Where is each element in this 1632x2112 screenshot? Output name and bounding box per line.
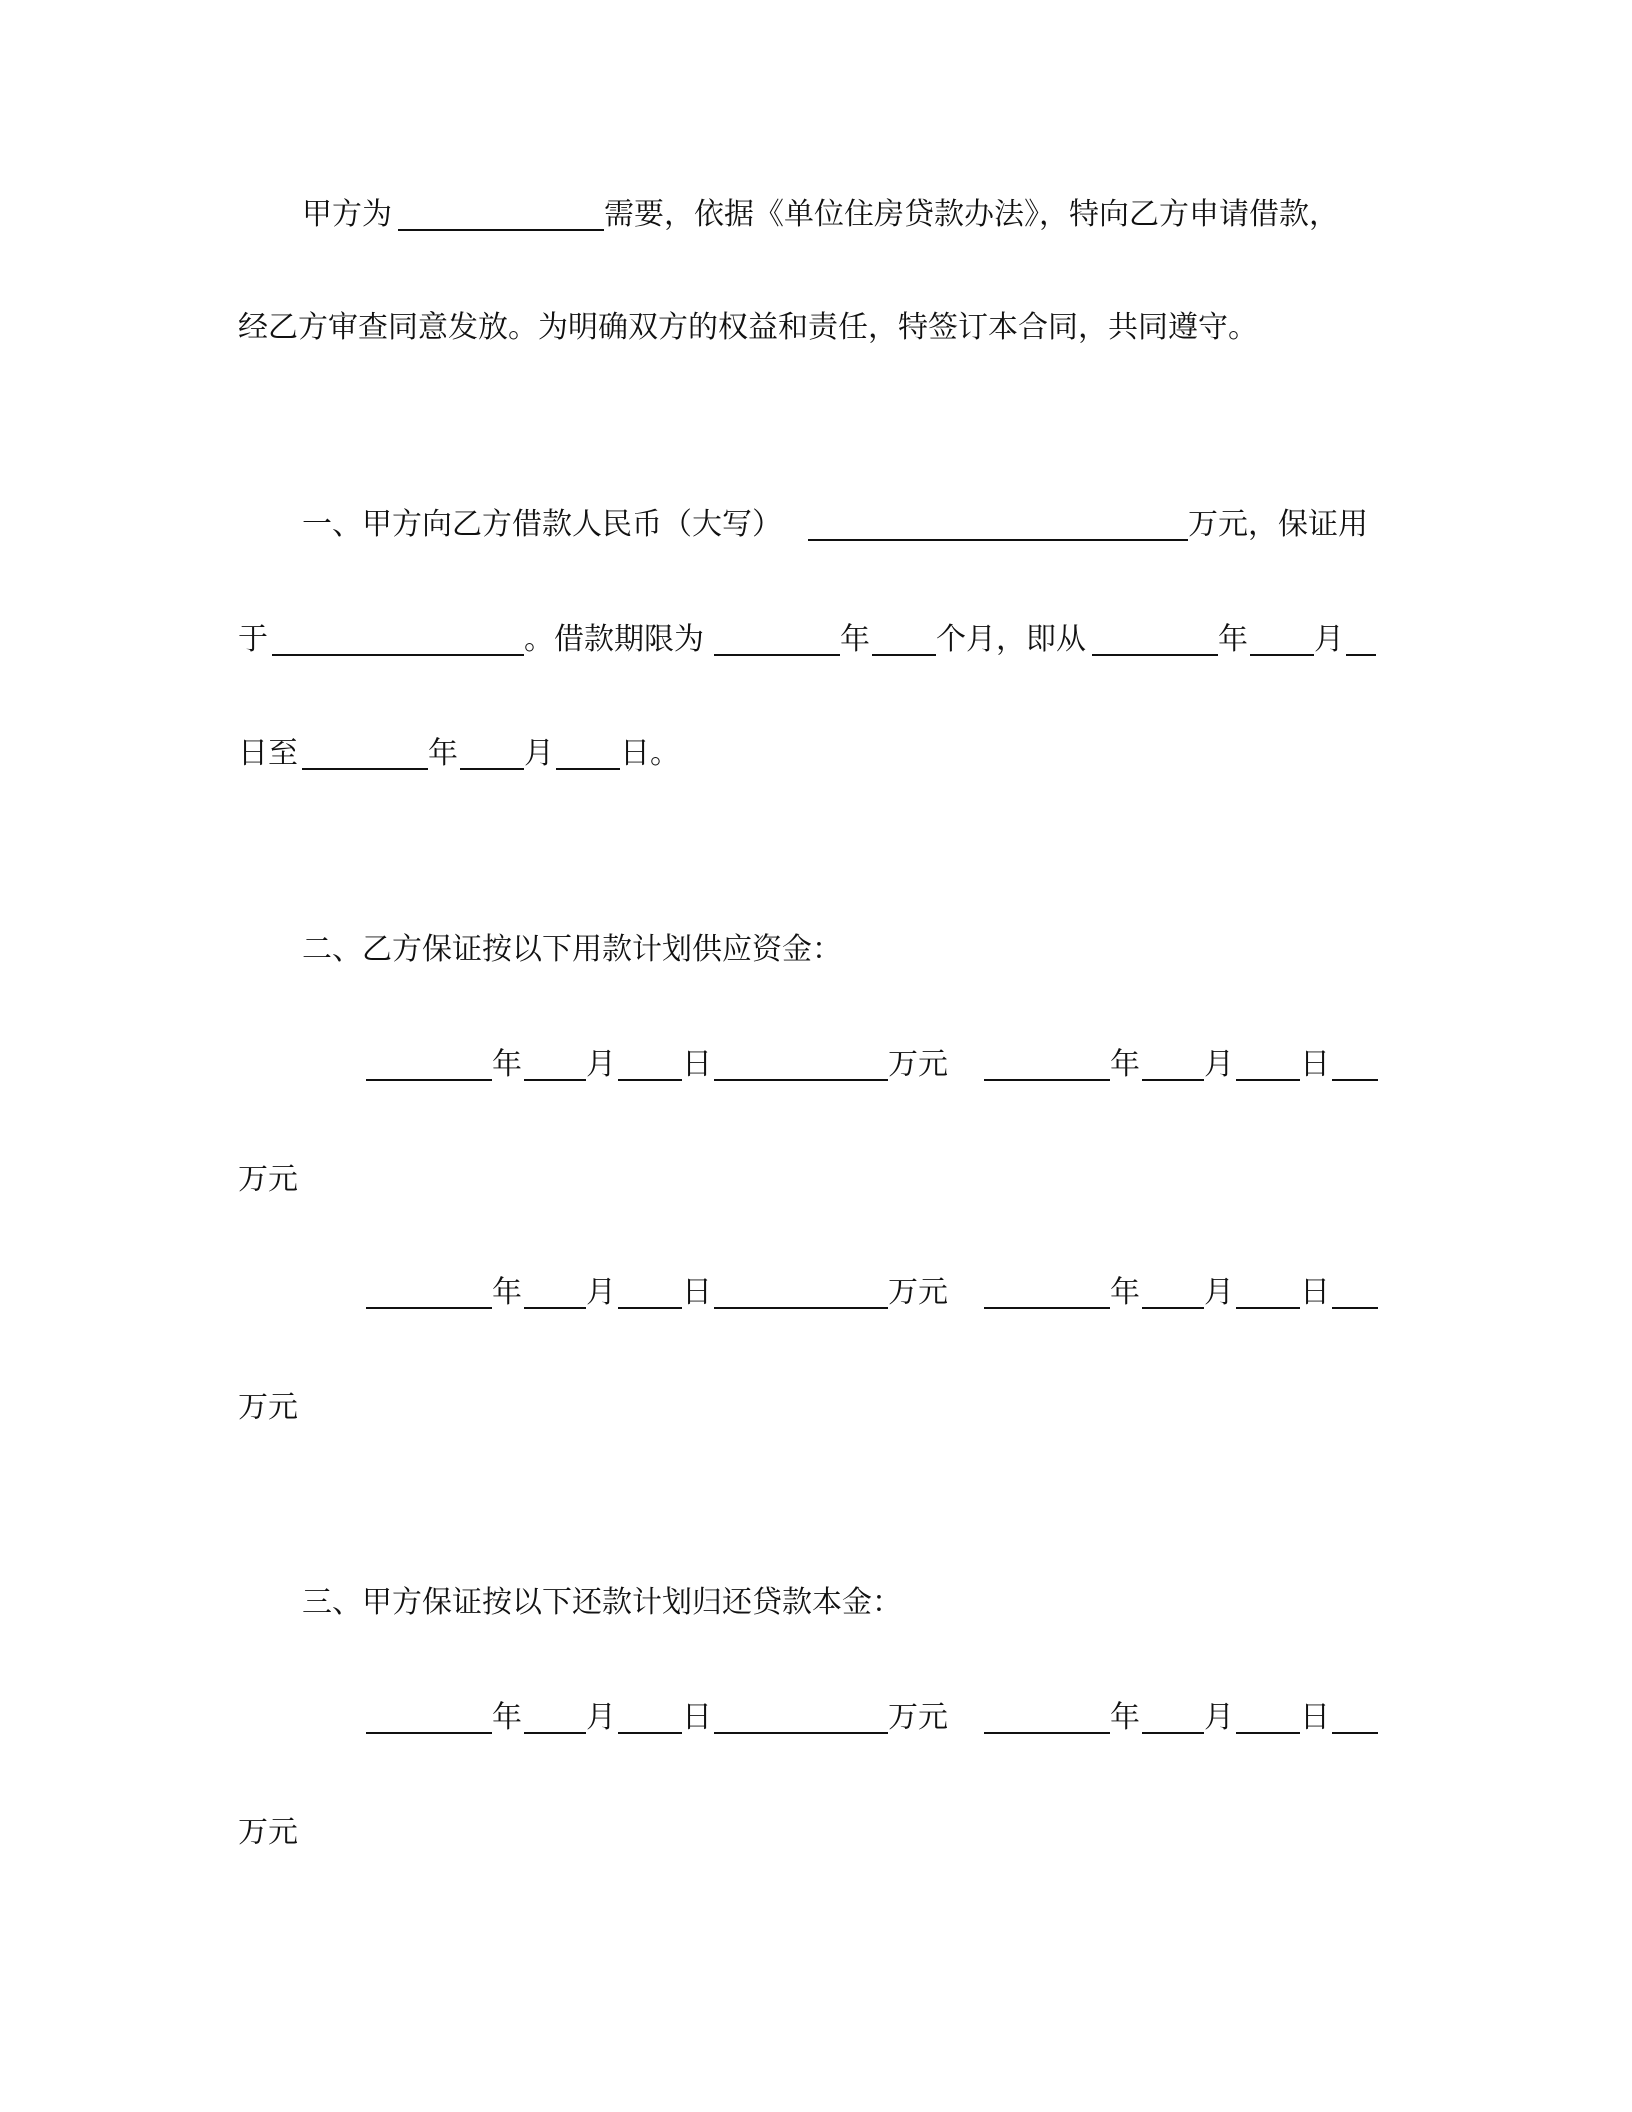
c2r1-amount-a: 万元 <box>888 1047 948 1082</box>
c2r2-month-a: 月 <box>586 1275 616 1310</box>
c2r2-month-blank-b[interactable] <box>1142 1273 1204 1309</box>
c2r2-amount-blank-a[interactable] <box>714 1273 888 1309</box>
c2r2-day-blank-a[interactable] <box>618 1273 682 1309</box>
clause1-text-h: 月 <box>1314 622 1344 657</box>
intro-text-b: 需要，依据《单位住房贷款办法》，特向乙方申请借款， <box>604 197 1339 232</box>
c2r1-amount-blank-a[interactable] <box>714 1045 888 1081</box>
c3r1-month-blank-a[interactable] <box>524 1698 586 1734</box>
c3r1-amount-b: 万元 <box>238 1815 298 1850</box>
c2r2-year-a: 年 <box>492 1275 522 1310</box>
c3r1-year-b: 年 <box>1110 1700 1140 1735</box>
c2r2-amount-a: 万元 <box>888 1275 948 1310</box>
c2r1-day-b: 日 <box>1300 1047 1330 1082</box>
clause3-heading-text: 三、甲方保证按以下还款计划归还贷款本金： <box>302 1585 902 1620</box>
clause1-text-l: 日。 <box>620 736 680 771</box>
c3r1-month-b: 月 <box>1204 1700 1234 1735</box>
clause1-text-f: 个月，即从 <box>936 622 1086 657</box>
end-month-blank[interactable] <box>460 734 524 770</box>
c2r1-month-blank-a[interactable] <box>524 1045 586 1081</box>
c2r1-day-a: 日 <box>682 1047 712 1082</box>
c2r2-year-b: 年 <box>1110 1275 1140 1310</box>
c2r1-month-b: 月 <box>1204 1047 1234 1082</box>
c2r1-year-blank-b[interactable] <box>984 1045 1110 1081</box>
term-years-blank[interactable] <box>714 620 840 656</box>
c2r1-amount-blank-b[interactable] <box>1332 1045 1378 1081</box>
clause1-text-c: 于 <box>238 622 268 657</box>
c2r2-amount-blank-b[interactable] <box>1332 1273 1378 1309</box>
loan-amount-blank[interactable] <box>808 505 1188 541</box>
c2r1-year-a: 年 <box>492 1047 522 1082</box>
intro-text-a: 甲方为 <box>302 197 392 232</box>
clause1-text-d: 。借款期限为 <box>524 622 704 657</box>
clause1-text-i: 日至 <box>238 736 298 771</box>
c3r1-amount-blank-b[interactable] <box>1332 1698 1378 1734</box>
end-year-blank[interactable] <box>302 734 428 770</box>
c2r2-year-blank-a[interactable] <box>366 1273 492 1309</box>
c2r2-amount-b: 万元 <box>238 1390 298 1425</box>
c3r1-year-a: 年 <box>492 1700 522 1735</box>
clause2-heading-text: 二、乙方保证按以下用款计划供应资金： <box>302 932 842 967</box>
end-day-blank[interactable] <box>556 734 620 770</box>
c3r1-amount-blank-a[interactable] <box>714 1698 888 1734</box>
c2r1-year-b: 年 <box>1110 1047 1140 1082</box>
start-month-blank[interactable] <box>1250 620 1314 656</box>
c3r1-year-blank-b[interactable] <box>984 1698 1110 1734</box>
c3r1-month-a: 月 <box>586 1700 616 1735</box>
c3r1-day-blank-a[interactable] <box>618 1698 682 1734</box>
intro-text-c: 经乙方审查同意发放。为明确双方的权益和责任，特签订本合同，共同遵守。 <box>238 310 1258 345</box>
c2r2-day-blank-b[interactable] <box>1236 1273 1300 1309</box>
c3r1-day-blank-b[interactable] <box>1236 1698 1300 1734</box>
term-months-blank[interactable] <box>872 620 936 656</box>
start-day-blank[interactable] <box>1346 620 1376 656</box>
start-year-blank[interactable] <box>1092 620 1218 656</box>
loan-use-blank[interactable] <box>272 620 524 656</box>
c2r1-month-blank-b[interactable] <box>1142 1045 1204 1081</box>
clause1-text-k: 月 <box>524 736 554 771</box>
purpose-blank[interactable] <box>398 195 604 231</box>
c2r2-year-blank-b[interactable] <box>984 1273 1110 1309</box>
clause1-text-e: 年 <box>840 622 870 657</box>
c3r1-year-blank-a[interactable] <box>366 1698 492 1734</box>
c2r1-month-a: 月 <box>586 1047 616 1082</box>
c2r2-month-b: 月 <box>1204 1275 1234 1310</box>
c2r1-amount-b: 万元 <box>238 1162 298 1197</box>
c3r1-month-blank-b[interactable] <box>1142 1698 1204 1734</box>
clause1-text-a: 一、甲方向乙方借款人民币（大写） <box>302 507 782 542</box>
c2r1-year-blank-a[interactable] <box>366 1045 492 1081</box>
c2r2-day-a: 日 <box>682 1275 712 1310</box>
c2r2-month-blank-a[interactable] <box>524 1273 586 1309</box>
clause1-text-b: 万元，保证用 <box>1188 507 1368 542</box>
clause1-text-j: 年 <box>428 736 458 771</box>
c2r1-day-blank-a[interactable] <box>618 1045 682 1081</box>
c2r1-day-blank-b[interactable] <box>1236 1045 1300 1081</box>
c2r2-day-b: 日 <box>1300 1275 1330 1310</box>
c3r1-amount-a: 万元 <box>888 1700 948 1735</box>
c3r1-day-a: 日 <box>682 1700 712 1735</box>
c3r1-day-b: 日 <box>1300 1700 1330 1735</box>
clause1-text-g: 年 <box>1218 622 1248 657</box>
